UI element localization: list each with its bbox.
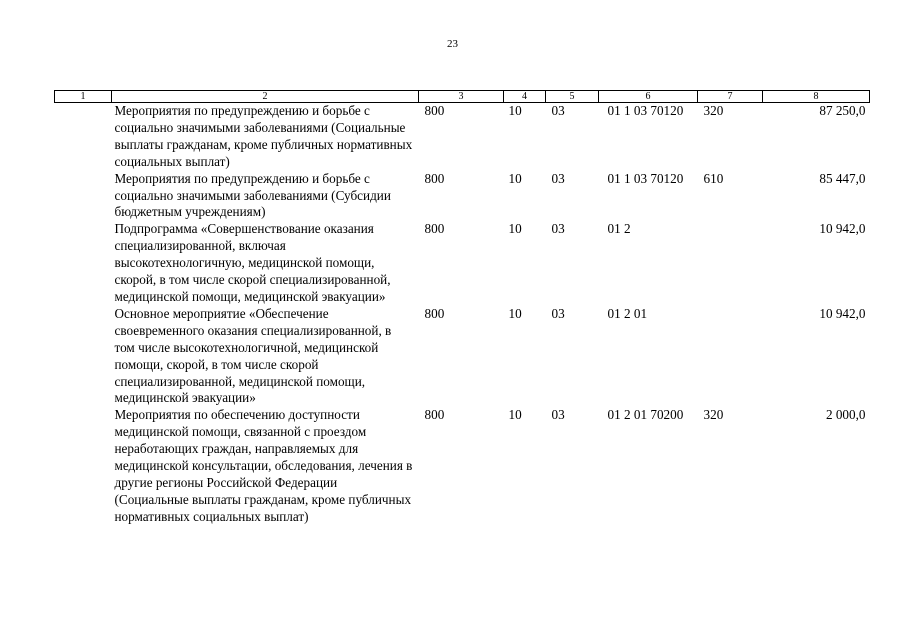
- amount: 10 942,0: [819, 221, 866, 237]
- item-name: Мероприятия по обеспечению доступности медицинской помощи, связанной с проездом неработающих граждан, направляемых для медицинской консультации, обследования, лечения в другие регионы Российской Федерации (Социальные выплаты гражданам, кроме публичных нормативных социальных выплат): [114, 407, 413, 524]
- amount: 87 250,0: [819, 103, 866, 118]
- column-header-3: 3: [419, 91, 504, 103]
- column-header-1: 1: [55, 91, 112, 103]
- subsection-code: 03: [551, 221, 565, 237]
- admin-code: 800: [424, 407, 445, 423]
- table-row: [55, 171, 870, 222]
- table-row: [55, 103, 870, 171]
- page-number: 23: [447, 38, 458, 50]
- column-number-header-row: [55, 91, 870, 103]
- item-name: Основное мероприятие «Обеспечение своевременного оказания специализированной, в том числе высокотехнологичной, медицинской помощи, скорой, в том числе скорой специализированной, медицинской помощи, медицинской эвакуации»: [114, 305, 392, 406]
- row-index-cell: [55, 306, 112, 407]
- expense-type-code: 320: [703, 407, 724, 423]
- target-article-code: 01 1 03 70120: [607, 103, 684, 118]
- expense-type-code: 320: [703, 103, 724, 118]
- admin-code: 800: [424, 170, 445, 186]
- table-row: [55, 407, 870, 525]
- row-index-cell: [55, 407, 112, 525]
- expense-type-code: 610: [703, 170, 724, 186]
- target-article-code: 01 1 03 70120: [607, 170, 684, 186]
- expense-type-code: [698, 306, 763, 407]
- column-header-2: 2: [112, 91, 419, 103]
- row-index-cell: [55, 103, 112, 171]
- item-name: Подпрограмма «Совершенствование оказания специализированной, включая высокотехнологичную, медицинской помощи, скорой, в том числе скорой специализированной, медицинской помощи, медицинской эвакуации»: [114, 221, 391, 304]
- item-name: Мероприятия по предупреждению и борьбе с социально значимыми заболеваниями (Субсидии бюджетным учреждениям): [114, 170, 391, 220]
- section-code: 10: [508, 103, 522, 118]
- column-header-7: 7: [698, 91, 763, 103]
- section-code: 10: [508, 407, 522, 423]
- amount: 2 000,0: [825, 407, 866, 423]
- table-row: [55, 306, 870, 407]
- section-code: 10: [508, 170, 522, 186]
- subsection-code: 03: [551, 103, 565, 118]
- column-header-4: 4: [504, 91, 546, 103]
- amount: 85 447,0: [819, 170, 866, 186]
- target-article-code: 01 2 01: [607, 305, 648, 321]
- target-article-code: 01 2: [607, 221, 631, 237]
- budget-table: [54, 90, 870, 526]
- section-code: 10: [508, 221, 522, 237]
- admin-code: 800: [424, 103, 445, 118]
- column-header-5: 5: [546, 91, 599, 103]
- subsection-code: 03: [551, 305, 565, 321]
- row-index-cell: [55, 171, 112, 222]
- admin-code: 800: [424, 305, 445, 321]
- expense-type-code: [698, 221, 763, 306]
- amount: 10 942,0: [819, 305, 866, 321]
- admin-code: 800: [424, 221, 445, 237]
- row-index-cell: [55, 221, 112, 306]
- section-code: 10: [508, 305, 522, 321]
- table-row: [55, 221, 870, 306]
- column-header-8: 8: [763, 91, 870, 103]
- column-header-6: 6: [599, 91, 698, 103]
- subsection-code: 03: [551, 407, 565, 423]
- target-article-code: 01 2 01 70200: [607, 407, 684, 423]
- item-name: Мероприятия по предупреждению и борьбе с социально значимыми заболеваниями (Социальные выплаты гражданам, кроме публичных нормативных социальных выплат): [114, 103, 413, 169]
- subsection-code: 03: [551, 170, 565, 186]
